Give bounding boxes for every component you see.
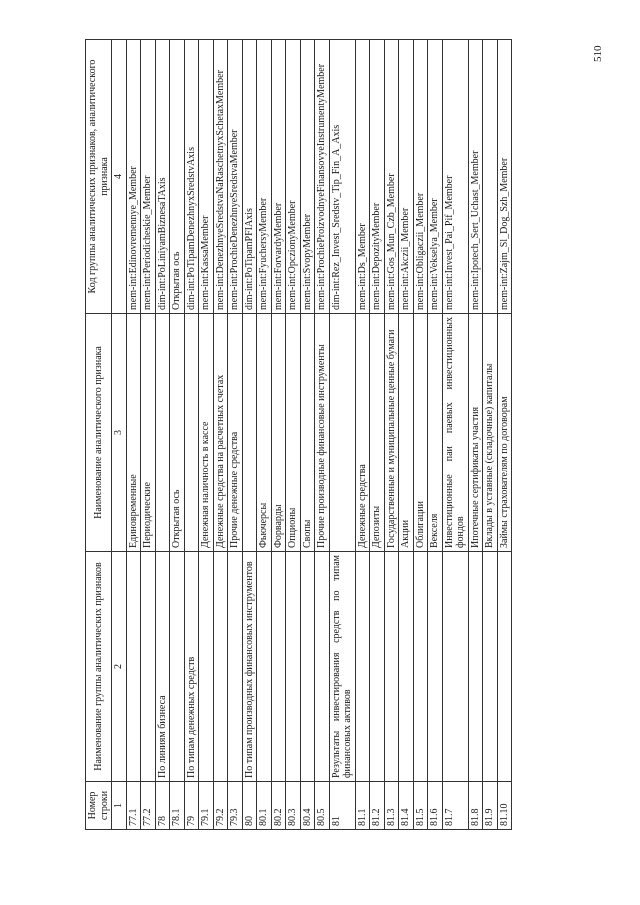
code-cell: mem-int:Edinovremennye_Member [126,40,141,314]
feature-name-cell: Прочие денежные средства [228,314,243,552]
code-cell: Открытая ось [170,40,185,314]
table-row [141,40,156,830]
code-cell: dim-int:PoTipamPFIAxis [242,40,257,314]
group-name-cell [428,552,443,782]
table-row [228,40,243,830]
code-cell: mem-int:Vekselya_Member [428,40,443,314]
column-index-row [112,40,127,830]
row-number-cell: 79.3 [228,782,243,830]
row-number-cell: 80 [242,782,257,830]
table-row [170,40,185,830]
feature-name-cell: Депозиты [370,314,385,552]
code-cell: mem-int:DepozityMember [370,40,385,314]
table-row [242,40,257,830]
row-number-cell: 78 [155,782,170,830]
feature-name-cell [329,314,355,552]
group-name-cell [399,552,414,782]
page-number: 510 [592,45,604,62]
group-name-cell [315,552,330,782]
feature-name-cell: Прочие производные финансовые инструменты [315,314,330,552]
row-number-cell: 80.4 [300,782,315,830]
row-number-cell: 79.2 [213,782,228,830]
table-row [468,40,483,830]
code-cell: mem-int:Periodicheskie_Member [141,40,156,314]
group-name-cell [213,552,228,782]
row-number-cell: 81.2 [370,782,385,830]
analytics-table [85,39,512,830]
row-number-cell: 81.8 [468,782,483,830]
table-row [370,40,385,830]
header-code: Код группы аналитических признаков, аналитического признака [86,40,112,314]
table-row [442,40,468,830]
header-group-name: Наименование группы аналитических признаков [86,552,112,782]
feature-name-cell: Открытая ось [170,314,185,552]
row-number-cell: 81.10 [497,782,512,830]
code-cell: mem-int:SvopyMember [300,40,315,314]
code-cell: mem-int:Ipotech_Sert_Uchast_Member [468,40,483,314]
table-row [413,40,428,830]
row-number-cell: 81.1 [355,782,370,830]
feature-name-cell: Единовременные [126,314,141,552]
group-name-cell [442,552,468,782]
row-number-cell: 81.3 [384,782,399,830]
row-number-cell: 80.2 [271,782,286,830]
code-cell: mem-int:ProchieDenezhnyeSredstvaMember [228,40,243,314]
group-name-cell [370,552,385,782]
feature-name-cell: Фьючерсы [257,314,272,552]
table-body [126,40,512,830]
code-cell: mem-int:Ds_Member [355,40,370,314]
feature-name-cell: Акции [399,314,414,552]
column-index: 2 [112,552,127,782]
row-number-cell: 81 [329,782,355,830]
feature-name-cell: Ипотечные сертификаты участия [468,314,483,552]
table-row [126,40,141,830]
code-cell: dim-int:PoLiniyamBiznesaTAxis [155,40,170,314]
table-row [257,40,272,830]
feature-name-cell: Векселя [428,314,443,552]
group-name-cell [126,552,141,782]
row-number-cell: 80.5 [315,782,330,830]
row-number-cell: 80.1 [257,782,272,830]
group-name-cell: По типам производных финансовых инструментов [242,552,257,782]
code-cell: dim-int:Rez_Invest_Sredstv_Tip_Fin_A_Axis [329,40,355,314]
group-name-cell [271,552,286,782]
group-name-cell: По линиям бизнеса [155,552,170,782]
group-name-cell [300,552,315,782]
row-number-cell: 79 [184,782,199,830]
group-name-cell [170,552,185,782]
feature-name-cell: Свопы [300,314,315,552]
row-number-cell: 81.9 [483,782,498,830]
feature-name-cell: Денежные средства [355,314,370,552]
feature-name-cell: Форварды [271,314,286,552]
feature-name-cell: Денежная наличность в кассе [199,314,214,552]
code-cell: mem-int:OpczionyMember [286,40,301,314]
table-row [271,40,286,830]
code-cell: mem-int:Gos_Mun_Czb_Member [384,40,399,314]
table-row [300,40,315,830]
feature-name-cell: Периодические [141,314,156,552]
row-number-cell: 81.6 [428,782,443,830]
code-cell: mem-int:Akczii_Member [399,40,414,314]
code-cell: mem-int:Zajm_Sl_Dog_Szh_Member [497,40,512,314]
group-name-cell [257,552,272,782]
code-cell: mem-int:Invest_Pai_Pif_Member [442,40,468,314]
table-row [483,40,498,830]
feature-name-cell [242,314,257,552]
header-row-number: Номер строки [86,782,112,830]
group-name-cell [228,552,243,782]
code-cell: mem-int:ProchieProizvodnyeFinansovyeInstrumentyMember [315,40,330,314]
column-index: 1 [112,782,127,830]
rotated-page [85,40,580,830]
column-index: 3 [112,314,127,552]
group-name-cell [384,552,399,782]
group-name-cell [468,552,483,782]
code-cell: dim-int:PoTipamDenezhnyxSredstvAxis [184,40,199,314]
group-name-cell [413,552,428,782]
table-row [399,40,414,830]
header-feature-name: Наименование аналитического признака [86,314,112,552]
group-name-cell [355,552,370,782]
row-number-cell: 78.1 [170,782,185,830]
table-row [329,40,355,830]
row-number-cell: 81.5 [413,782,428,830]
row-number-cell: 80.3 [286,782,301,830]
row-number-cell: 77.1 [126,782,141,830]
row-number-cell: 77.2 [141,782,156,830]
table-row [155,40,170,830]
row-number-cell: 79.1 [199,782,214,830]
table-row [213,40,228,830]
table-row [286,40,301,830]
feature-name-cell: Опционы [286,314,301,552]
feature-name-cell: Денежные средства на расчетных счетах [213,314,228,552]
table-row [199,40,214,830]
table-row [315,40,330,830]
feature-name-cell: Инвестиционные паи паевых инвестиционных фондов [442,314,468,552]
feature-name-cell [155,314,170,552]
feature-name-cell: Облигации [413,314,428,552]
code-cell [483,40,498,314]
group-name-cell [199,552,214,782]
header-row [86,40,112,830]
group-name-cell [141,552,156,782]
table-row [184,40,199,830]
code-cell: mem-int:ForvardyMember [271,40,286,314]
code-cell: mem-int:Obligaczii_Member [413,40,428,314]
code-cell: mem-int:FyuchersyMember [257,40,272,314]
feature-name-cell: Займы страхователям по договорам [497,314,512,552]
table-row [355,40,370,830]
feature-name-cell: Вклады в уставные (складочные) капиталы [483,314,498,552]
table-row [497,40,512,830]
row-number-cell: 81.4 [399,782,414,830]
column-index: 4 [112,40,127,314]
feature-name-cell: Государственные и муниципальные ценные бумаги [384,314,399,552]
code-cell: mem-int:KassaMember [199,40,214,314]
table-row [384,40,399,830]
group-name-cell [483,552,498,782]
group-name-cell [497,552,512,782]
code-cell: mem-int:DenezhnyeSredstvaNaRaschetnyxSchetaxMember [213,40,228,314]
group-name-cell: Результаты инвестирования средств по типам финансовых активов [329,552,355,782]
table-row [428,40,443,830]
group-name-cell [286,552,301,782]
feature-name-cell [184,314,199,552]
row-number-cell: 81.7 [442,782,468,830]
group-name-cell: По типам денежных средств [184,552,199,782]
